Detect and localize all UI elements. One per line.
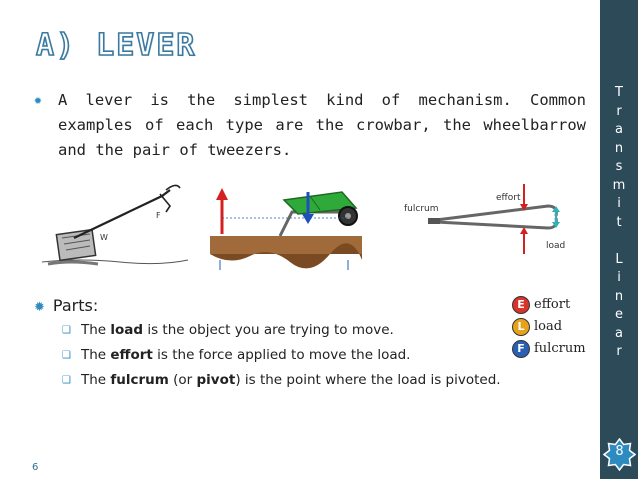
legend-fulcrum: F fulcrum — [512, 340, 586, 358]
term-fulcrum: fulcrum — [110, 372, 169, 388]
vertical-text: T r a n s m i t L i n e a r — [612, 85, 626, 359]
term-pivot: pivot — [196, 372, 236, 388]
part-item-effort: ❑ The effort is the force applied to move the load. — [62, 347, 411, 363]
intro-text: A lever is the simplest kind of mechanism. Common examples of each type are the crowbar, the wheelbarrow and the pair of tweezers. — [58, 91, 586, 159]
bullet-icon: ✹ — [34, 300, 45, 315]
crowbar-label-w: W — [100, 233, 108, 242]
bullet-icon: ✹ — [34, 93, 42, 108]
wheelbarrow-illustration — [210, 178, 362, 270]
crowbar-label-f: F — [156, 211, 161, 220]
square-bullet-icon: ❑ — [62, 325, 71, 336]
effort-badge-icon: E — [512, 296, 530, 314]
tweezers-label-fulcrum: fulcrum — [404, 204, 439, 214]
legend-load: L load — [512, 318, 562, 336]
parts-heading: Parts: — [52, 296, 99, 315]
term-load: load — [110, 322, 144, 338]
crowbar-illustration — [40, 178, 190, 270]
tweezers-label-load: load — [546, 241, 566, 251]
slide-title: A) LEVER — [36, 28, 197, 63]
fulcrum-badge-icon: F — [512, 340, 530, 358]
term-effort: effort — [110, 347, 153, 363]
side-strip — [600, 0, 638, 479]
tweezers-illustration — [398, 178, 570, 266]
tweezers-upper-arm — [436, 206, 556, 220]
page-number: 6 — [32, 462, 39, 473]
legend-effort: E effort — [512, 296, 570, 314]
tweezers-lower-arm — [436, 218, 556, 228]
part-item-load: ❑ The load is the object you are trying to move. — [62, 322, 394, 338]
slide-number: 8 — [615, 444, 624, 459]
square-bullet-icon: ❑ — [62, 350, 71, 361]
square-bullet-icon: ❑ — [62, 375, 71, 386]
intro-paragraph — [34, 88, 586, 163]
tweezers-label-effort: effort — [496, 193, 521, 203]
part-item-fulcrum: ❑ The fulcrum (or pivot) is the point where the load is pivoted. — [62, 372, 501, 388]
load-badge-icon: L — [512, 318, 530, 336]
parts-heading-row — [34, 296, 98, 315]
